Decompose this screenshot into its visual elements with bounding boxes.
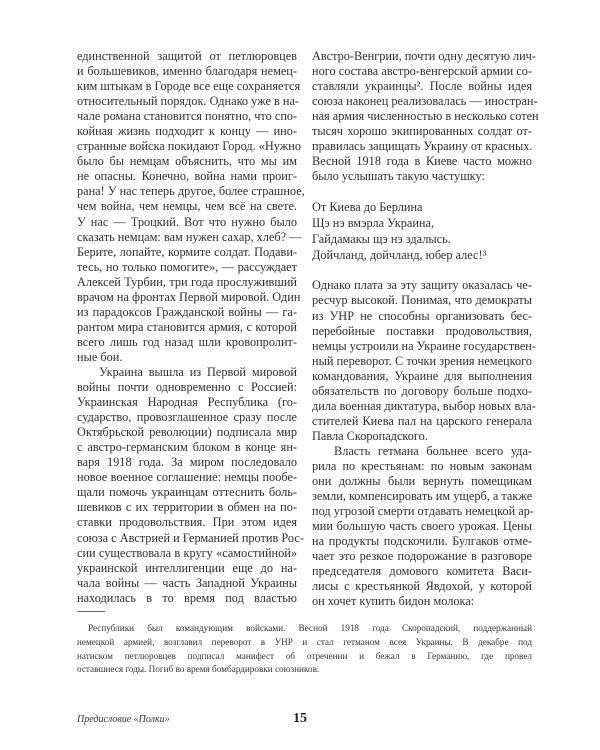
text-line: из парадоксов Гражданской войны — га-	[77, 304, 297, 319]
text-line: немцы устроили на Украине государствен-	[312, 338, 536, 353]
text-line: единственной защитой от петлюровцев	[77, 49, 297, 63]
text-line: Октябрьской революции) подписала мир	[77, 425, 297, 440]
text-line: на продукты подскочили. Булгаков отме-	[312, 534, 532, 549]
text-line: с австро-германским блоком в конце ян-	[77, 440, 297, 455]
text-line: От Киева до Берлина	[312, 200, 423, 215]
text-line: Павла Скоропадского.	[312, 428, 428, 443]
poem-quote	[312, 199, 532, 263]
text-line: оставшиеся годы. Погиб во время бомбардировки союзников.	[77, 664, 320, 675]
text-line: ного состава австро-венгерской армии со-	[312, 64, 532, 79]
text-line: командования, Украине для выполнения	[312, 368, 532, 383]
text-line: земли, компенсировать им ущерб, а также	[312, 489, 533, 504]
text-line: Берите, лопайте, кормите солдат. Подави-	[77, 244, 297, 259]
text-line: рила по крестьянам: по новым законам	[312, 458, 532, 473]
text-line: врачом на фронтах Первой мировой. Один	[77, 289, 301, 304]
text-line: Однако плата за эту защиту оказалась че-	[312, 278, 532, 293]
text-line: войны почти одновременно с Россией:	[77, 380, 297, 395]
text-line: ный переворот. С точки зрения немецкого	[312, 353, 532, 368]
text-line: натиском петлюровцев подписал манифест об отречении и бежал в Германию, где провел	[77, 650, 532, 661]
text-line: тесь, но только помогите», — рассуждает	[77, 259, 297, 274]
text-line: чем война, чем немцы, чем всё на свете.	[77, 199, 297, 214]
text-line: ные бои.	[77, 349, 123, 364]
text-line: союза наконец реализовалась — иностран-	[312, 94, 538, 109]
text-line: ставки продовольствия. При этом идея	[77, 515, 297, 530]
text-line: щали помочь украинцам оттеснить боль-	[77, 485, 297, 500]
page-number: 15	[293, 711, 307, 726]
text-line: сударство, провозглашенное сразу после	[77, 410, 297, 425]
text-line: из УНР не способны организовать бес-	[312, 308, 532, 323]
text-line: Власть гетмана больнее всего уда-	[334, 443, 532, 458]
text-line: новое военное соглашение: немцы пообе-	[77, 470, 297, 485]
text-line: варя 1918 года. За миром последовало	[77, 455, 297, 470]
text-line: Гайдамакы щэ нэ здалысь.	[312, 232, 451, 247]
text-line: Дойчланд, дойчланд, юбер алес!³	[312, 248, 487, 263]
text-line: не опасны. Конечно, война нами проиг-	[77, 169, 297, 184]
text-line: койная жизнь подходит к концу — ино-	[77, 124, 297, 139]
text-line: было услышать такую частушку:	[312, 169, 485, 184]
text-line: лисы с крестьянкой Явдохой, у которой	[312, 579, 532, 594]
text-line: Весной 1918 года в Киеве часто можно	[312, 154, 532, 169]
text-line: странные войска покидают Город. «Нужно	[77, 139, 302, 154]
text-line: чале романа становится понятно, что спо-	[77, 109, 298, 124]
text-line: немецкой армией, возглавил переворот в УНР и стал гетманом всея Украины. В декабре под	[77, 636, 532, 647]
text-line: обязательств по договору больше подхо-	[312, 383, 532, 398]
text-line: сии существовала в кругу «самостийной»	[77, 545, 297, 560]
text-line: ная армия численностью в несколько сотен	[312, 109, 539, 124]
text-line: ресчур высокой. Понимая, что демократы	[312, 293, 532, 308]
text-line: сказать немцам: вам нужен сахар, хлеб? —	[77, 229, 302, 244]
paragraph	[312, 49, 539, 184]
text-line: Щэ нэ вмэрла Украина,	[312, 216, 435, 231]
text-line: Украинская Народная Республика (го-	[77, 395, 297, 410]
text-line: союза с Австрией и Германией против Рос-	[77, 530, 304, 545]
text-line: он хочет купить бидон молока:	[312, 594, 475, 609]
text-line: находилась в то время под властью	[77, 590, 297, 605]
paragraph	[312, 278, 536, 444]
text-line: Украина вышла из Первой мировой	[99, 364, 297, 379]
text-line: перебойные поставки продовольствия,	[312, 323, 532, 338]
text-line: чает это резкое подорожание в разговоре	[312, 549, 532, 564]
paragraph	[77, 49, 305, 365]
text-line: председателя домового комитета Васи-	[312, 564, 532, 579]
footnote	[77, 622, 532, 677]
text-line: У нас — Троцкий. Вот что нужно было	[77, 214, 297, 229]
text-line: ким штыкам в Городе все еще сохраняется	[77, 79, 301, 94]
text-line: под угрозой смерти отдавать немецкой ар-	[312, 504, 534, 519]
left-column	[77, 49, 305, 606]
text-line: всего лишь год назад шли кровопролит-	[77, 334, 297, 349]
footnote-divider	[77, 611, 105, 612]
text-line: дила военная диктатура, выбор новых вла-	[312, 398, 536, 413]
text-line: Республики был командующим войсками. Весной 1918 года Скоропадский, поддержанный	[88, 623, 532, 633]
text-line: было бы немцам объяснить, что мы им	[77, 154, 297, 169]
text-line: мии большую часть своего урожая. Цены	[312, 519, 532, 534]
running-footer-title: Предисловие «Полки»	[77, 714, 170, 725]
text-line: украинской интеллигенции еще до на-	[77, 560, 297, 575]
text-line: Австро-Венгрии, почти одну десятую лич-	[312, 49, 536, 63]
text-line: ставляли украинцы². После войны идея	[312, 79, 532, 94]
text-line: относительный порядок. Однако уже в на-	[77, 94, 300, 109]
text-line: чала войны — часть Западной Украины	[77, 575, 297, 590]
text-line: стителей Киева пал на царского генерала	[312, 413, 532, 428]
paragraph	[312, 444, 532, 610]
text-line: правилась защищать Украину от красных.	[312, 139, 533, 154]
text-line: рантом мира становится армия, с которой	[77, 319, 297, 334]
paragraph	[77, 364, 304, 606]
right-column	[312, 49, 539, 609]
text-line: шевиков с их территории в обмен на по-	[77, 500, 297, 515]
text-line: и большевиков, именно благодаря немец-	[77, 64, 297, 79]
text-line: они должны были вернуть помещикам	[312, 474, 532, 489]
text-line: тысяч хорошо экипированных солдат от-	[312, 124, 532, 139]
text-line: рана! У нас теперь другое, более страшное,	[77, 184, 305, 199]
text-line: Алексей Турбин, три года прослуживший	[77, 274, 297, 289]
